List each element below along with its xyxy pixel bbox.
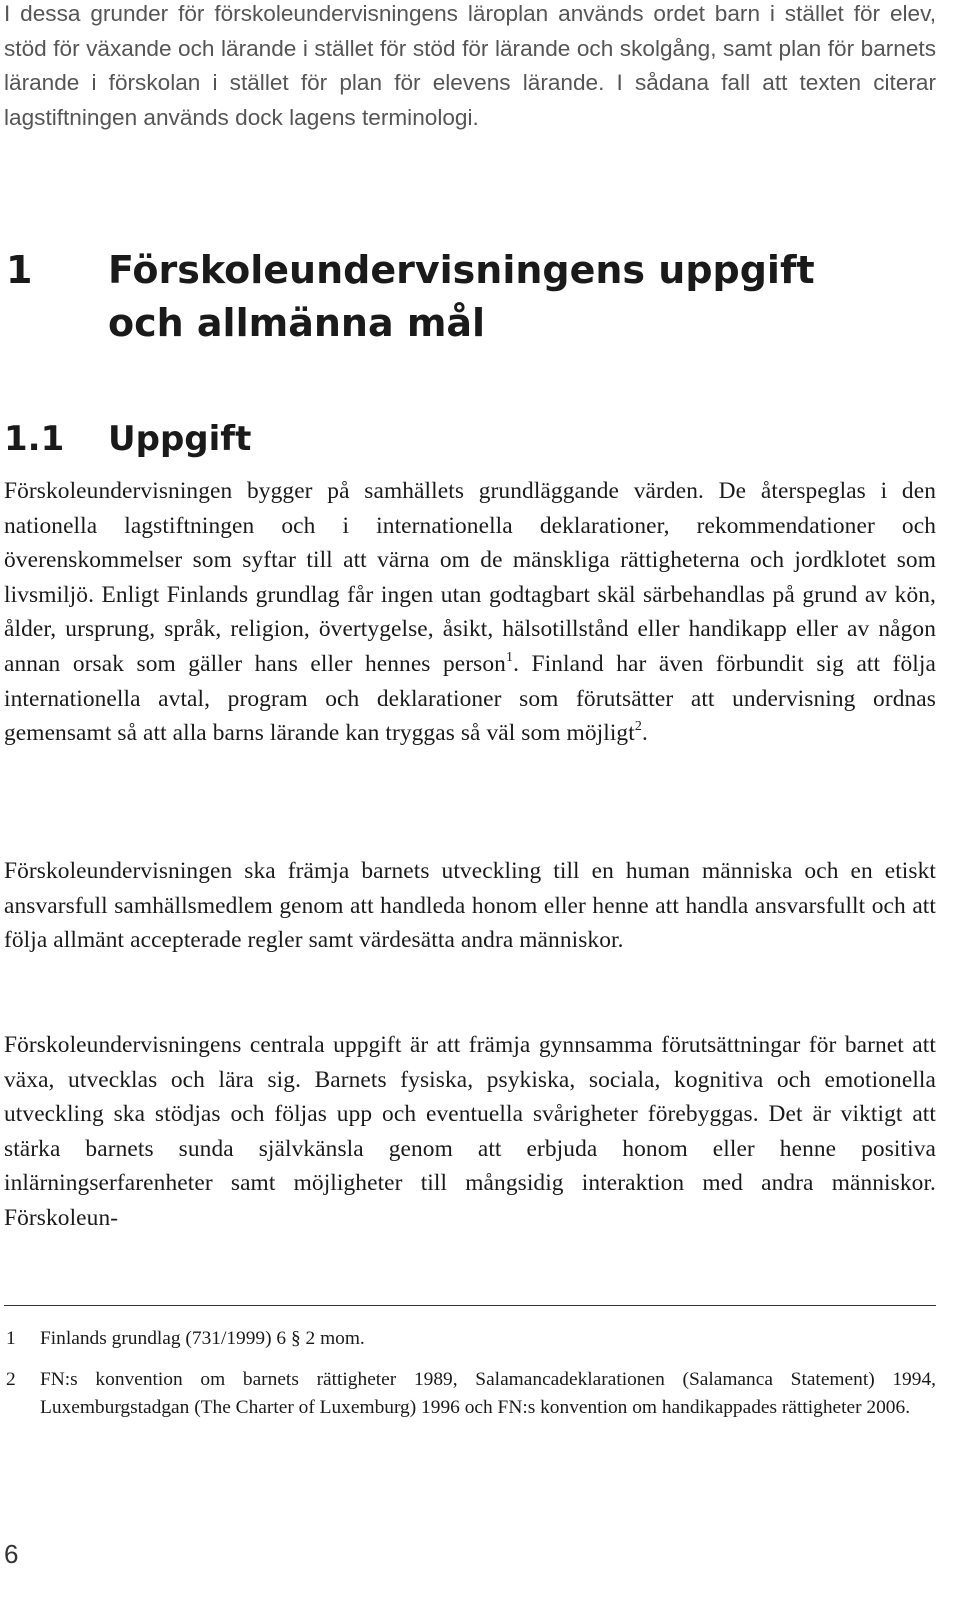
footnote-divider [4, 1305, 936, 1306]
intro-paragraph: I dessa grunder för förskoleundervisningens läroplan används ordet barn i stället för elev, stöd för växande och lärande i stället för stöd för lärande och skolgång, samt plan för barnets lärande i förskolan i stället för plan för elevens lärande. I sådana fall att texten citerar lagstiftningen används dock lagens terminologi. [4, 1, 936, 130]
subsection-title: Uppgift [108, 419, 252, 459]
footnote-text: FN:s konvention om barnets rättigheter 1989, Salamancadeklarationen (Salamanca Statement) 1994, Luxemburgstadgan (The Charter of Luxemburg) 1996 och FN:s konvention om handikappades rättigheter 2006. [40, 1369, 936, 1418]
footnote-2 [4, 1366, 936, 1422]
footnote-1 [4, 1325, 936, 1353]
footnotes [4, 1325, 936, 1435]
footnote-text: Finlands grundlag (731/1999) 6 § 2 mom. [40, 1328, 365, 1349]
body-paragraph-1 [4, 474, 936, 751]
section-number: 1 [6, 248, 33, 292]
paragraph-text: . Finland har även förbundit sig att följa internationella avtal, program och deklarationer som förutsätter att undervisning ordnas gemensamt så att alla barns lärande kan tryggas så väl som möjligt [4, 650, 936, 747]
section-heading [4, 244, 936, 350]
subsection-number: 1.1 [4, 419, 65, 459]
body-paragraph-3: Förskoleundervisningens centrala uppgift är att främja gynnsamma förutsättningar för barnet att växa, utvecklas och lära sig. Barnets fysiska, psykiska, sociala, kognitiva och emotionella utveckling ska stödjas och följas upp och eventuella svårigheter förebyggas. Det är viktigt att stärka barnets sunda självkänsla genom att erbjuda honom eller henne positiva inlärningserfarenheter samt möjligheter till mångsidig interaktion med andra människor. Förskoleun- [4, 1032, 936, 1231]
page-number: 6 [4, 1539, 19, 1569]
footnote-ref-2[interactable]: 2 [634, 719, 642, 735]
section-title: Förskoleundervisningens uppgift och allmänna mål [108, 248, 815, 345]
footnote-number: 2 [6, 1369, 16, 1390]
subsection-heading [4, 416, 936, 462]
footnote-ref-1[interactable]: 1 [505, 649, 514, 665]
paragraph-text: . [641, 720, 648, 747]
footnote-number: 1 [6, 1328, 16, 1349]
paragraph-text: Förskoleundervisningen bygger på samhällets grundläggande värden. De återspeglas i den nationella lagstiftningen och i internationella deklarationer, rekommendationer och överenskommelser som syftar till att värna om de mänskliga rättigheterna och jordklotet som livsmiljö. Enligt Finlands grundlag får ingen utan godtagbart skäl särbehandlas på grund av kön, ålder, ursprung, språk, religion, övertygelse, åsikt, hälsotillstånd eller handikapp eller av någon annan orsak som gäller hans eller hennes person [4, 478, 936, 677]
body-paragraph-2: Förskoleundervisningen ska främja barnets utveckling till en human människa och en etiskt ansvarsfull samhällsmedlem genom att handleda honom eller henne att handla ansvarsfullt och att följa allmänt accepterade regler samt värdesätta andra människor. [4, 858, 936, 954]
